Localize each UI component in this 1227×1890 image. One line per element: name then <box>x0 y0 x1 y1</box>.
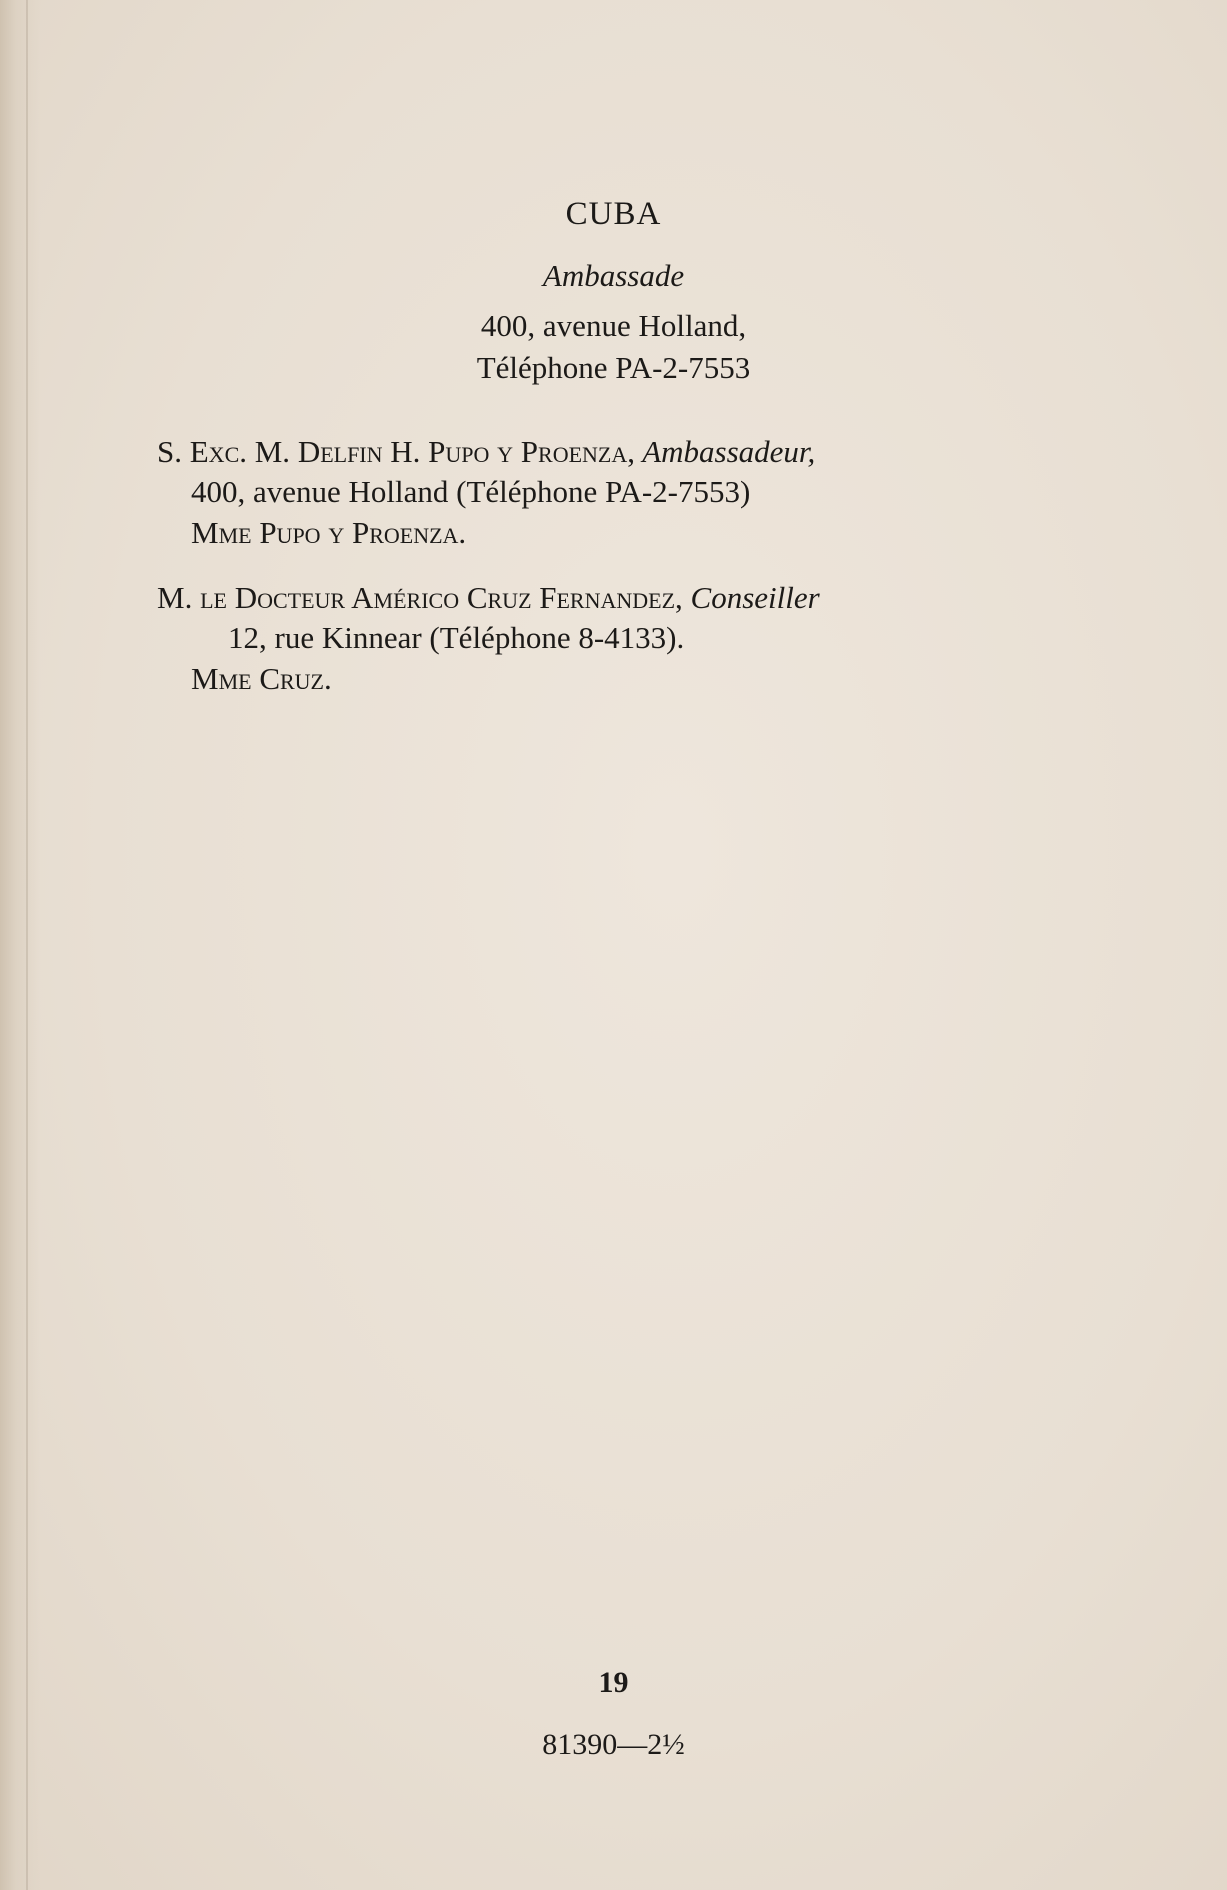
entry-prefix: M. <box>157 580 201 615</box>
embassy-phone: Téléphone PA-2-7553 <box>476 350 751 385</box>
entry-ambassador-address: 400, avenue Holland (Téléphone PA-2-7553) <box>191 474 751 509</box>
entry-counsellor-address: 12, rue Kinnear (Téléphone 8-4133). <box>228 620 685 655</box>
entry-name: Delfin H. Pupo y Proenza, <box>297 434 636 469</box>
country-heading: CUBA <box>565 196 662 232</box>
entry-name: le Docteur Américo Cruz Fernandez, <box>200 580 683 615</box>
entry-title: Conseiller <box>682 580 820 615</box>
entry-ambassador-spouse: Mme Pupo y Proenza. <box>191 515 467 550</box>
embassy-address: 400, avenue Holland, <box>480 308 747 343</box>
entry-title: Ambassadeur, <box>635 434 816 469</box>
section-heading: Ambassade <box>542 258 685 293</box>
entry-prefix: S. Exc. M. <box>157 434 298 469</box>
entry-counsellor-spouse: Mme Cruz. <box>191 661 332 696</box>
print-code: 81390—2½ <box>542 1728 685 1761</box>
entry-ambassador-line1 <box>157 434 815 470</box>
page-number: 19 <box>598 1666 629 1699</box>
entry-counsellor-line1 <box>157 580 820 616</box>
